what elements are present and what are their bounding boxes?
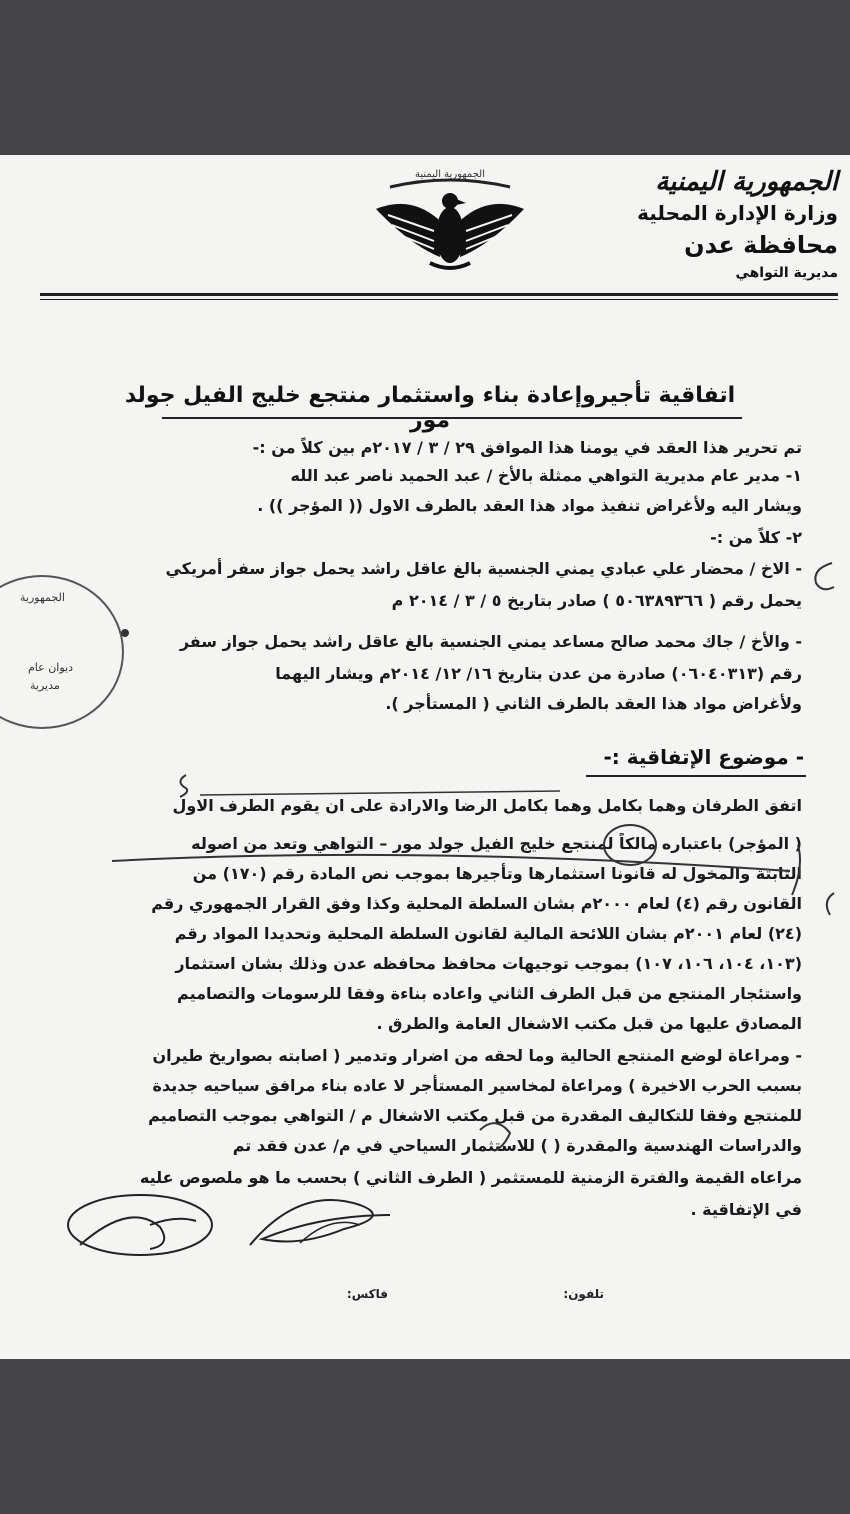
header-governorate: محافظة عدن bbox=[684, 231, 838, 259]
header-ministry: وزارة الإدارة المحلية bbox=[637, 201, 838, 225]
preamble-line: ويشار اليه ولأغراض تنفيذ مواد هذا العقد بالطرف الاول (( المؤجر )) . bbox=[257, 496, 802, 515]
document-page bbox=[0, 155, 850, 1359]
preamble-line: - الاخ / محضار علي عبادي يمني الجنسية بالغ عاقل راشد يحمل جواز سفر أمريكي bbox=[165, 559, 802, 578]
preamble-line: تم تحرير هذا العقد في يومنا هذا الموافق ٢٩ / ٣ / ٢٠١٧م بين كلاً من :- bbox=[252, 438, 802, 457]
body-line: مراعاه القيمة والفترة الزمنية للمستثمر ( الطرف الثاني ) بحسب ما هو ملصوص عليه bbox=[139, 1168, 802, 1187]
body-line: القانون رقم (٤) لعام ٢٠٠٠م بشان السلطة المحلية وكذا وفق القرار الجمهوري رقم bbox=[151, 894, 802, 913]
body-line: الثابتة والمخول له قانونا استثمارها وتأجيرها بموجب نص المادة رقم (١٧٠) من bbox=[192, 864, 802, 883]
preamble-line: رقم (٠٦٠٤٠٣١٣) صادرة من عدن بتاريخ ١٦/ ١٢/ ٢٠١٤م ويشار اليهما bbox=[275, 664, 802, 683]
body-line: (٢٤) لعام ٢٠٠١م بشان اللائحة المالية لقانون السلطة المحلية وتحديدا المواد رقم bbox=[174, 924, 802, 943]
body-line: - ومراعاة لوضع المنتجع الحالية وما لحقه من اضرار وتدمير ( اصابته بصواريخ طيران bbox=[152, 1046, 802, 1065]
pen-markings bbox=[0, 155, 850, 1359]
footer-phone-label: تلفون: bbox=[563, 1287, 604, 1301]
body-line: بسبب الحرب الاخيرة ) ومراعاة لمخاسير المستأجر لا عاده بناء مرافق سياحيه جديدة bbox=[152, 1076, 802, 1095]
stamp-text: الجمهورية bbox=[20, 591, 65, 604]
body-line: للمنتجع وفقا للتكاليف المقدرة من قبل مكتب الاشغال م / التواهي بموجب التصاميم bbox=[148, 1106, 802, 1125]
stamp-text: ديوان عام bbox=[28, 661, 73, 674]
preamble-line: ٢- كلاً من :- bbox=[710, 528, 802, 547]
body-line: والدراسات الهندسية والمقدرة ( ) للاستثمار السياحي في م/ عدن فقد تم bbox=[232, 1136, 802, 1155]
body-line: اتفق الطرفان وهما بكامل وهما بكامل الرضا والارادة على ان يقوم الطرف الاول bbox=[172, 796, 802, 815]
header-republic: الجمهورية اليمنية bbox=[655, 167, 838, 197]
preamble-line: ١- مدير عام مديرية التواهي ممثلة بالأخ / عبد الحميد ناصر عبد الله bbox=[290, 466, 802, 485]
body-line: ( المؤجر) باعتباره مالكاً لمنتجع خليج الفيل جولد مور – التواهي وتعد من اصوله bbox=[191, 834, 802, 853]
footer-fax-label: فاكس: bbox=[346, 1287, 388, 1301]
emblem-caption: الجمهورية اليمنية bbox=[414, 169, 485, 180]
body-line: (١٠٣، ١٠٤، ١٠٦، ١٠٧) بموجب توجيهات محافظ محافظه عدن وذلك بشان استثمار bbox=[175, 954, 802, 973]
preamble-line: يحمل رقم ( ٥٠٦٣٨٩٣٦٦ ) صادر بتاريخ ٥ / ٣ / ٢٠١٤ م bbox=[391, 591, 802, 610]
body-line: في الإتفاقية . bbox=[690, 1200, 802, 1219]
stamp-text: مديرية bbox=[30, 679, 60, 692]
subject-heading: - موضوع الإتفاقية :- bbox=[603, 745, 804, 769]
body-line: واستئجار المنتجع من قبل الطرف الثاني واعاده بناءة وفقا للرسومات والتصاميم bbox=[177, 984, 802, 1003]
header-directorate: مديرية التواهي bbox=[735, 265, 838, 281]
document-title: اتفاقية تأجيروإعادة بناء واستثمار منتجع خليج الفيل جولد مور bbox=[124, 383, 736, 433]
body-line: المصادق عليها من قبل مكتب الاشغال العامة والطرق . bbox=[376, 1014, 802, 1033]
preamble-line: - والأخ / جاك محمد صالح مساعد يمني الجنسية بالغ عاقل راشد يحمل جواز سفر bbox=[179, 632, 802, 651]
preamble-line: ولأغراض مواد هذا العقد بالطرف الثاني ( المستأجر ). bbox=[385, 694, 802, 713]
